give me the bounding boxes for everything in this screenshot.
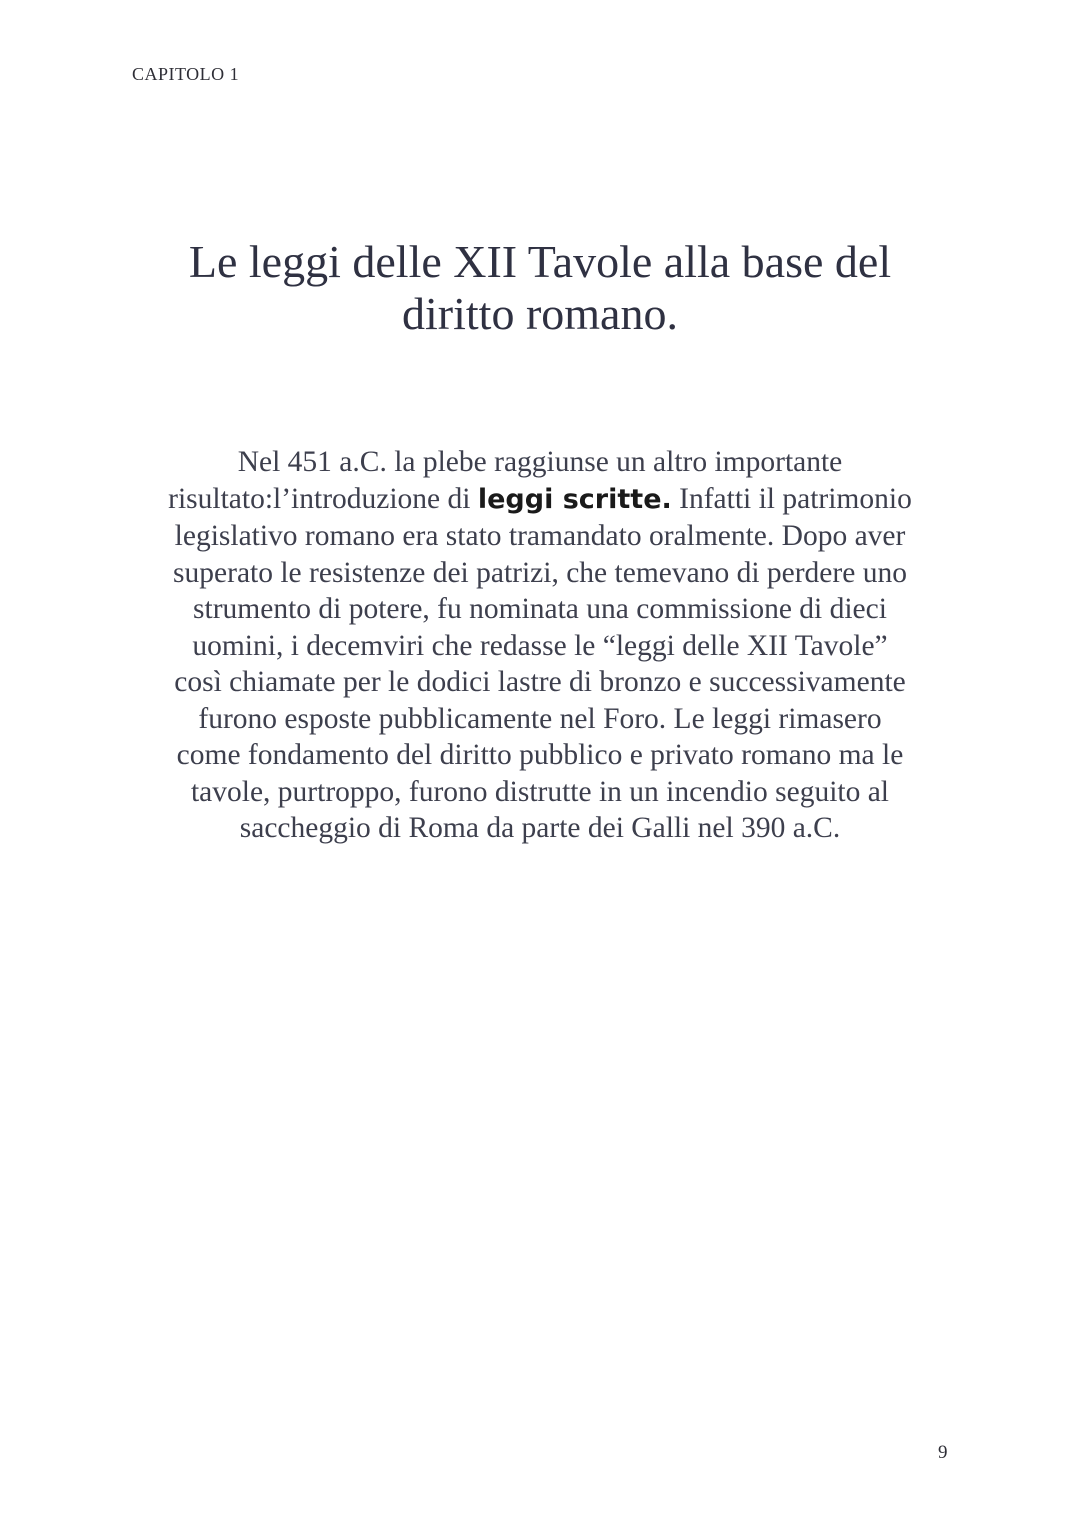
title-line: Le leggi delle XII Tavole alla base del [188,236,892,287]
paragraph-line: come fondamento del diritto pubblico e privato romano ma le [176,739,904,771]
page-title [120,236,960,340]
paragraph-line: legislativo romano era stato tramandato oralmente. Dopo aver [174,520,906,552]
paragraph-line: saccheggio di Roma da parte dei Galli nel 390 a.C. [239,812,841,844]
paragraph-line: strumento di potere, fu nominata una commissione di dieci [193,593,887,625]
paragraph-line: Nel 451 a.C. la plebe raggiunse un altro importante [237,446,843,478]
paragraph-line: tavole, purtroppo, furono distrutte in un incendio seguito al [190,775,890,808]
emphasized-term: leggi scritte. [477,483,672,515]
paragraph-line: superato le resistenze dei patrizi, che temevano di perdere uno [173,556,907,589]
paragraph-line-segment: risultato:l’introduzione di [168,482,478,515]
paragraph-line-segment: Infatti il patrimonio [671,482,912,515]
page-number: 9 [938,1442,948,1463]
chapter-header: CAPITOLO 1 [132,64,240,84]
paragraph-line: uomini, i decemviri che redasse le “leggi delle XII Tavole” [192,629,888,662]
body-paragraph [108,444,972,847]
paragraph-line: così chiamate per le dodici lastre di bronzo e successivamente [174,666,906,698]
paragraph-line: furono esposte pubblicamente nel Foro. Le leggi rimasero [198,702,882,735]
title-line: diritto romano. [402,288,678,339]
